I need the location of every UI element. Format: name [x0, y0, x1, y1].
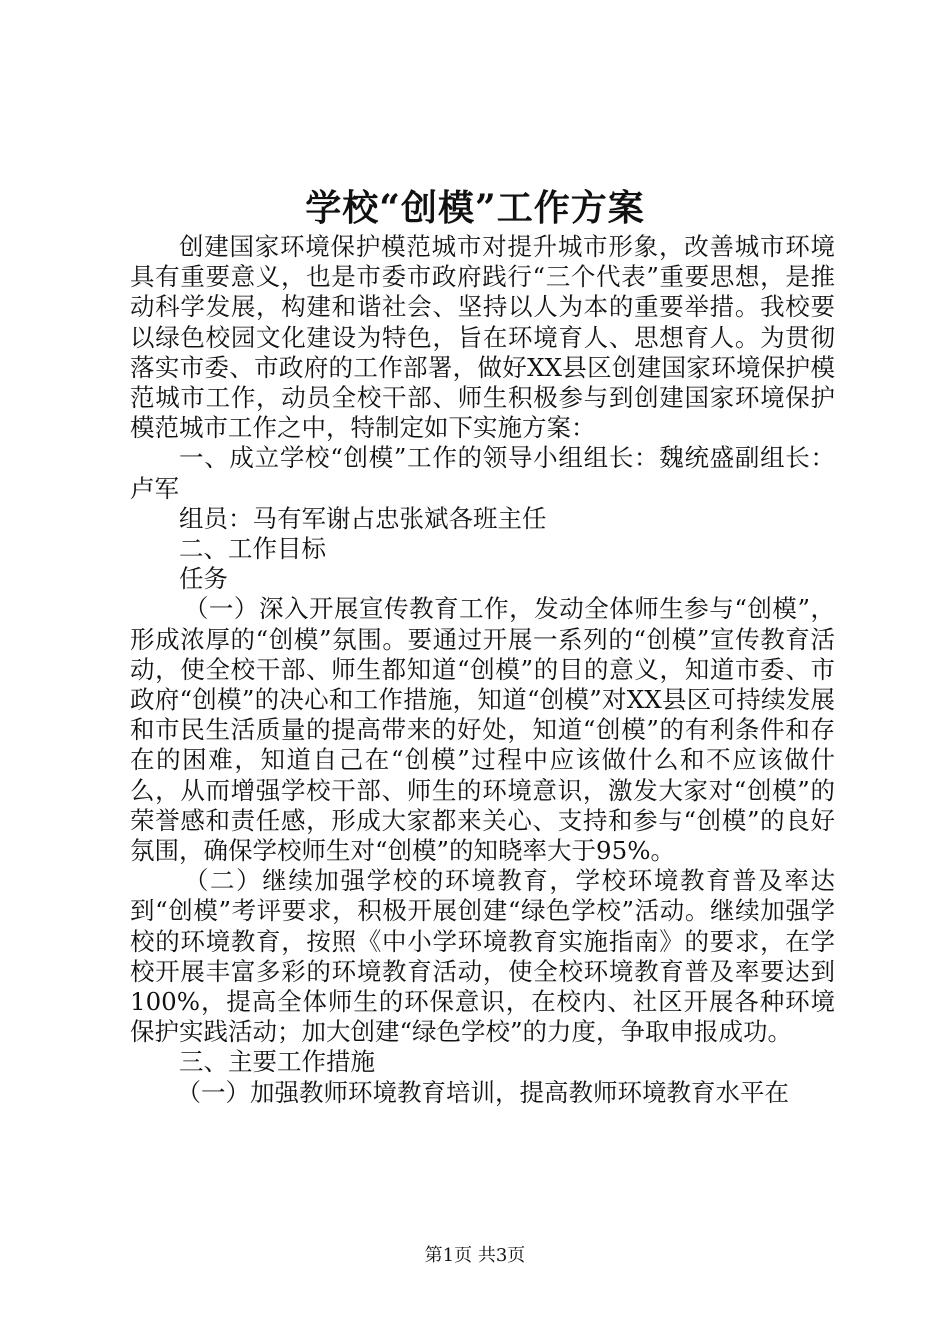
section-main-measures: 三、主要工作措施: [179, 1047, 375, 1077]
document-body: [130, 232, 835, 1108]
page-footer: 第1页 共3页: [424, 1245, 526, 1266]
group-members: 组员：马有军谢占忠张斌各班主任: [179, 503, 547, 533]
section-leadership-group: 一、成立学校“创模”工作的领导小组组长：魏统盛副组长：卢军: [130, 443, 835, 503]
section-work-goals: 二、工作目标: [179, 534, 326, 564]
document-title: 学校“创模”工作方案: [305, 187, 645, 229]
intro-paragraph: 创建国家环境保护模范城市对提升城市形象，改善城市环境具有重要意义，也是市委市政府践行“三个代表”重要思想，是推动科学发展，构建和谐社会、坚持以人为本的重要举措。我校要以绿色校园文化建设为特色，旨在环境育人、思想育人。为贯彻落实市委、市政府的工作部署，做好XX县区创建国家环境保护模范城市工作，动员全校干部、师生积极参与到创建国家环境保护模范城市工作之中，特制定如下实施方案：: [130, 232, 835, 443]
measure-one-paragraph: （一）加强教师环境教育培训，提高教师环境教育水平在: [176, 1077, 790, 1107]
tasks-heading: 任务: [179, 564, 228, 594]
task-two-paragraph: （二）继续加强学校的环境教育，学校环境教育普及率达到“创模”考评要求，积极开展创建“绿色学校”活动。继续加强学校的环境教育，按照《中小学环境教育实施指南》的要求，在学校开展丰富多彩的环境教育活动，使全校环境教育普及率要达到100%，提高全体师生的环保意识，在校内、社区开展各种环境保护实践活动；加大创建“绿色学校”的力度，争取申报成功。: [130, 866, 835, 1047]
task-one-paragraph: （一）深入开展宣传教育工作，发动全体师生参与“创模”，形成浓厚的“创模”氛围。要通过开展一系列的“创模”宣传教育活动，使全校干部、师生都知道“创模”的目的意义，知道市委、市政府“创模”的决心和工作措施，知道“创模”对XX县区可持续发展和市民生活质量的提高带来的好处，知道“创模”的有利条件和存在的困难，知道自己在“创模”过程中应该做什么和不应该做什么，从而增强学校干部、师生的环境意识，激发大家对“创模”的荣誉感和责任感，形成大家都来关心、支持和参与“创模”的良好氛围，确保学校师生对“创模”的知晓率大于95%。: [130, 594, 835, 866]
